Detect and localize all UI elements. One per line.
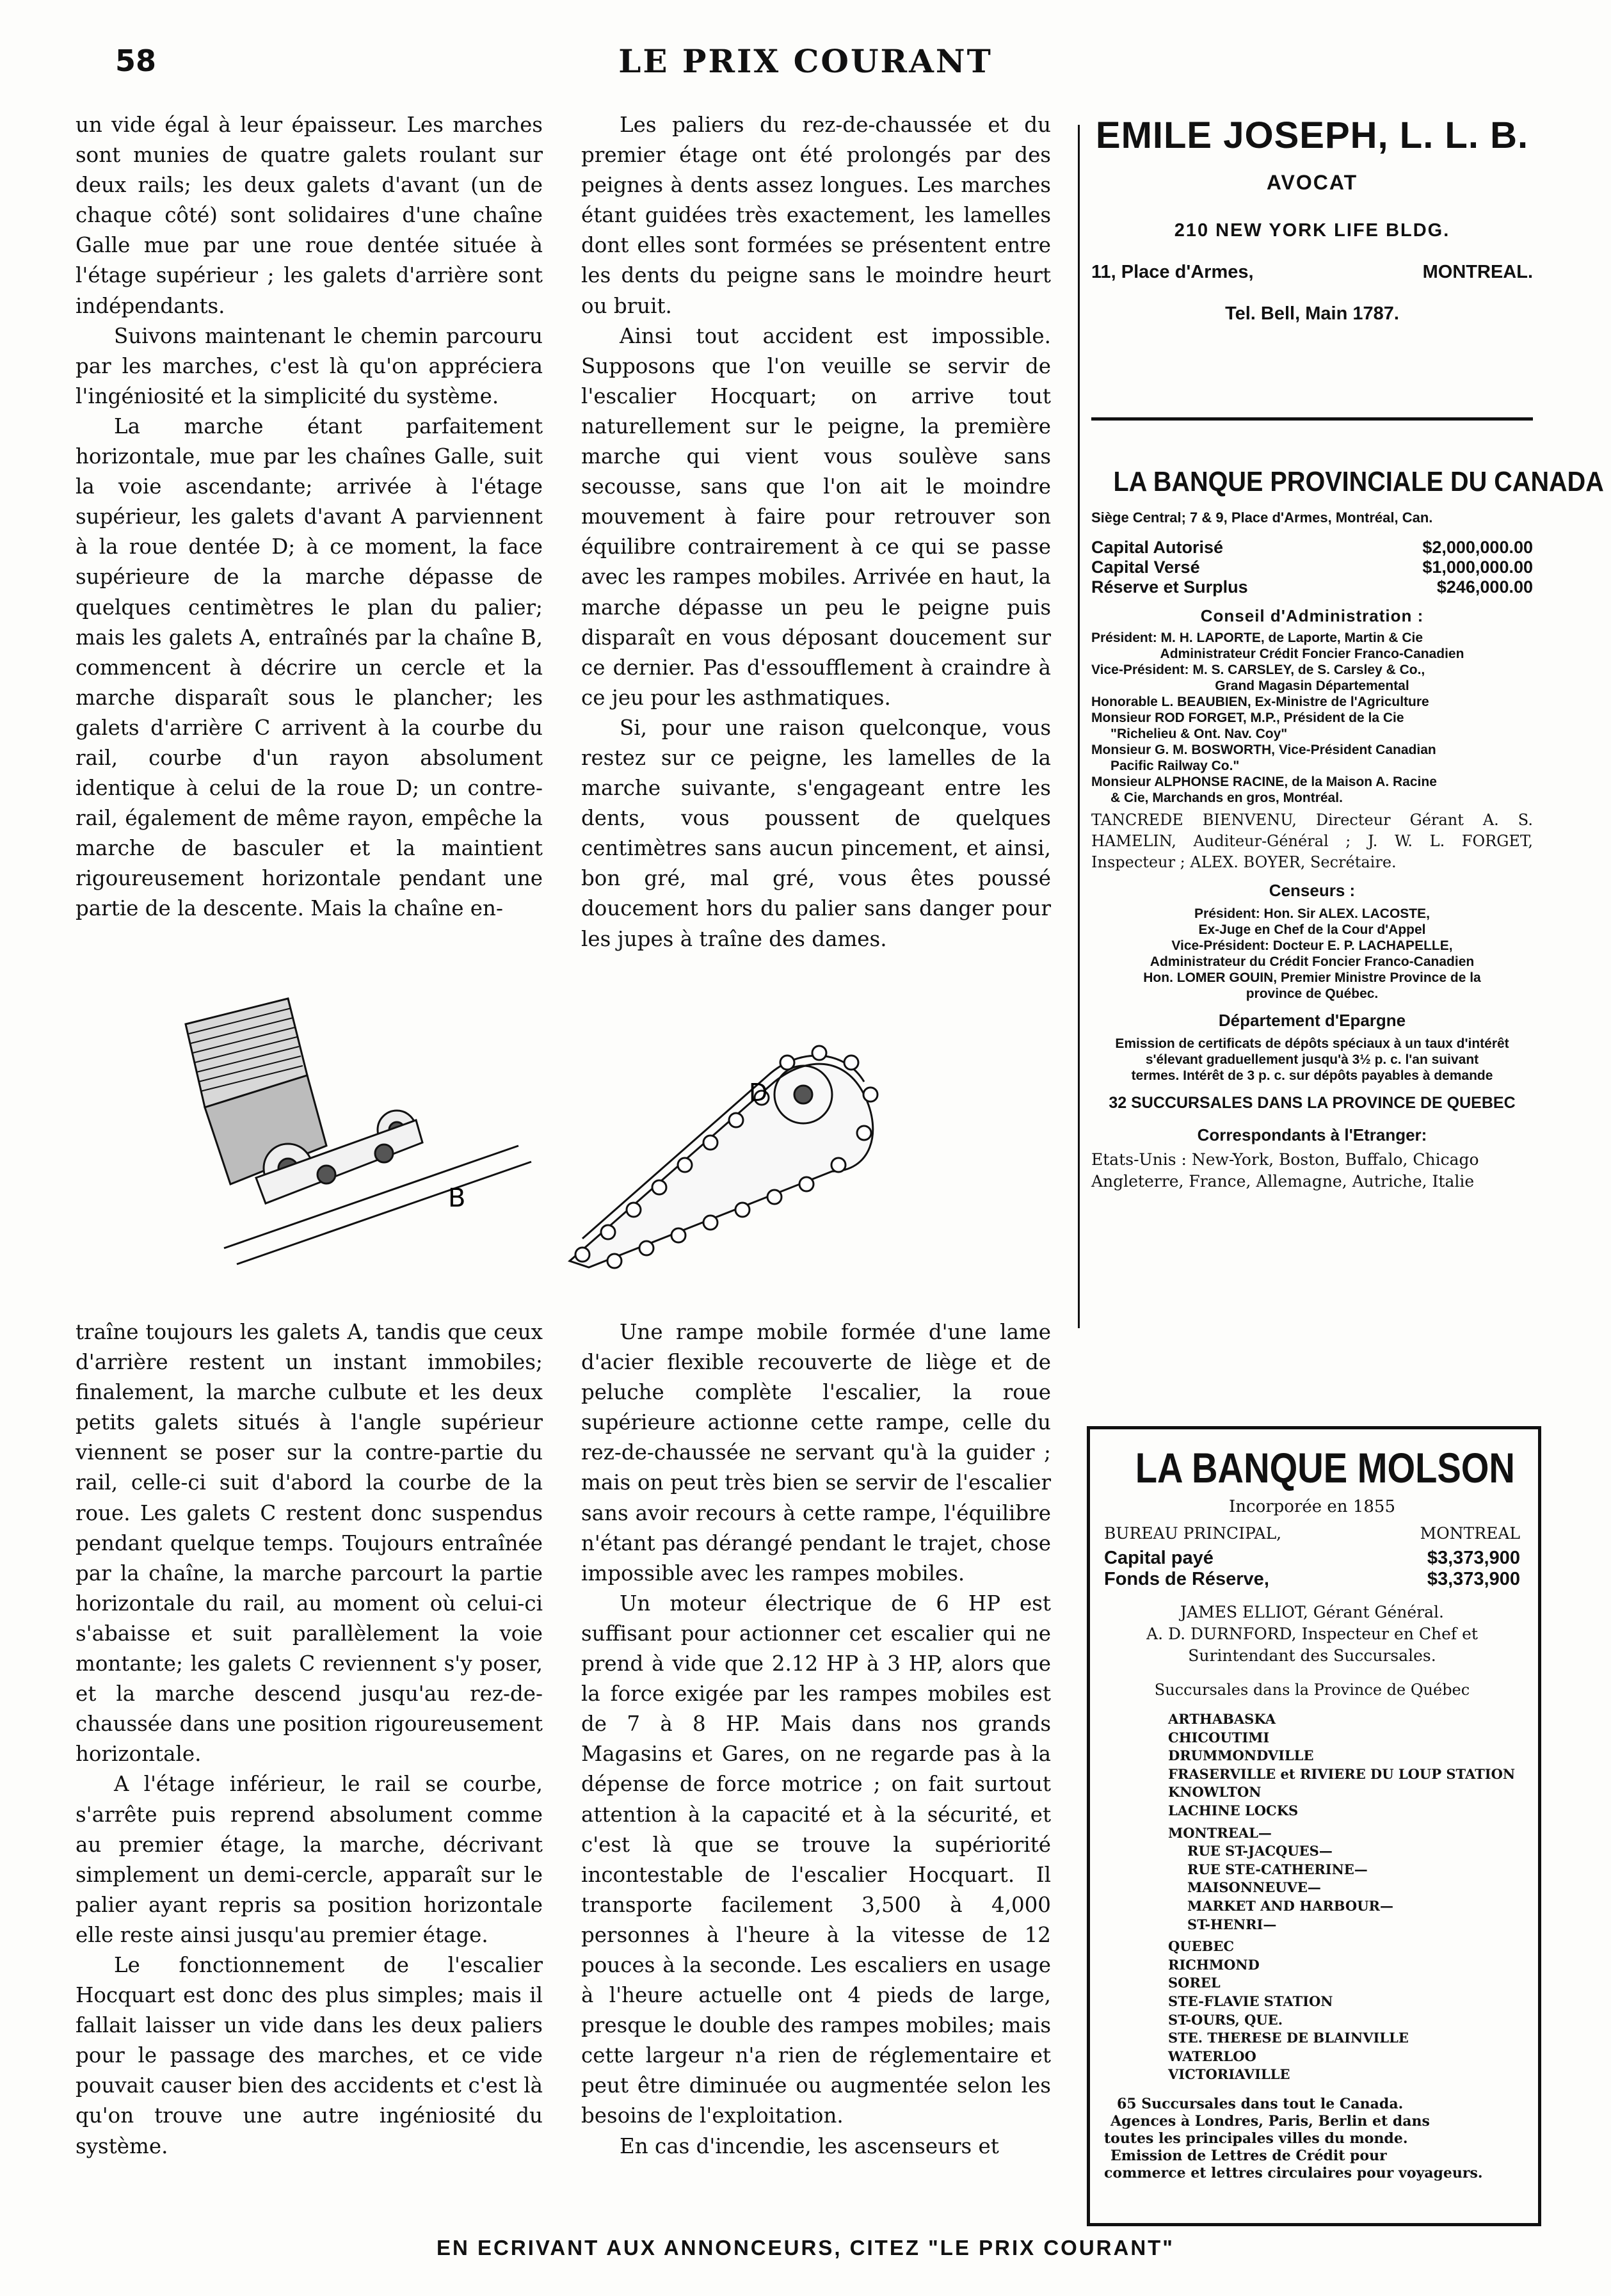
ad-tel: Tel. Bell, Main 1787. (1225, 303, 1399, 324)
conseil-heading: Conseil d'Administration : (1200, 606, 1424, 625)
branch-item: STE. THERESE DE BLAINVILLE (1168, 2030, 1409, 2046)
paragraph: Une rampe mobile formée d'une lame d'acier flexible recouverte de liège et de peluche complète l'escalier, la roue supérieure actionne cette rampe, celle du rez-de-chaussée ne servant qu'à la guider ; mais on peut très bien se servir de l'escalier sans avoir recours à cette rampe, l'équilibre n'étant pas dérangé pendant le trajet, chose impossible avec les rampes mobiles. (581, 1320, 1051, 1586)
censeur-line: Président: Hon. Sir ALEX. LACOSTE, (1194, 906, 1430, 921)
ad-place-row (1091, 262, 1533, 283)
closing-line: Agences à Londres, Paris, Berlin et dans (1110, 2112, 1430, 2130)
article-column-left-bottom (76, 1317, 543, 2162)
staff-line: A. D. DURNFORD, Inspecteur en Chef et Surintendant des Succursales. (1146, 1625, 1478, 1665)
epargne-line: Emission de certificats de dépôts spéciaux à un taux d'intérêt s'élevant graduellement jusqu'à 3½ p. c. l'an suivant (1115, 1036, 1509, 1067)
censeur-line: Hon. LOMER GOUIN, Premier Ministre Province de la (1143, 970, 1481, 985)
succursales-count: 32 SUCCURSALES DANS LA PROVINCE DE QUEBEC (1109, 1094, 1516, 1112)
censeur-line: Vice-Président: Docteur E. P. LACHAPELLE, (1171, 938, 1453, 953)
capital-label: Fonds de Réserve, (1104, 1569, 1269, 1589)
officers: TANCREDE BIENVENU, Directeur Gérant A. S. HAMELIN, Auditeur-Général ; J. W. L. FORGET, Inspecteur ; ALEX. BOYER, Secrétaire. (1091, 811, 1533, 871)
capital-row (1091, 577, 1533, 597)
bureau-label: BUREAU PRINCIPAL, (1104, 1524, 1282, 1543)
chain-track-illustration (570, 1046, 878, 1268)
closing-line: toutes les principales villes du monde. (1104, 2130, 1408, 2147)
capital-value: $246,000.00 (1436, 577, 1533, 597)
branch-item: QUEBEC (1168, 1938, 1235, 1955)
conseil-list (1091, 630, 1533, 806)
conseil-line: Administrateur Crédit Foncier Franco-Canadien (1160, 646, 1464, 661)
capital-value: $1,000,000.00 (1422, 558, 1533, 577)
province-heading: Succursales dans la Province de Québec (1154, 1681, 1470, 1699)
epargne-heading: Département d'Epargne (1218, 1011, 1406, 1030)
paragraph: Le fonctionnement de l'escalier Hocquart est donc des plus simples; mais il fallait laisser un vide dans les deux paliers pour le passage des marches, et ce vide pouvait causer bien des accidents et c'est là qu'on trouve une autre ingéniosité du système. (76, 1952, 543, 2158)
branch-item: CHICOUTIMI (1168, 1729, 1270, 1746)
ad-city: MONTREAL. (1422, 262, 1533, 282)
paragraph: Un moteur électrique de 6 HP est suffisant pour actionner cet escalier qui ne prend à vide que 2.12 HP à 3 HP, alors que la force exigée par les rampes mobiles est de 7 à 8 HP. Mais dans nos grands Magasins et Gares, on ne regarde pas à la dépense de force motrice ; on fait surtout attention à la capacité et à la sécurité, et c'est là que se trouve la supériorité incontestable de l'escalier Hocquart. Il transporte facilement 3,500 à 4,000 personnes à l'heure à la vitesse de 12 pouces à la seconde. Les escaliers en usage à l'heure actuelle ont 4 pieds de large, presque le double des rampes mobiles; mais cette largeur n'a rien de réglementaire et peut être diminuée ou augmentée selon les besoins de l'exploitation. (581, 1591, 1051, 2128)
page-number: 58 (115, 44, 157, 78)
branch-item: SOREL (1168, 1975, 1221, 1991)
capital-label: Capital payé (1104, 1548, 1214, 1568)
figure-label-b: B (448, 1184, 466, 1213)
ad-banque-provinciale (1091, 466, 1604, 1192)
branch-item: MARKET AND HARBOUR— (1187, 1897, 1393, 1914)
capital-table (1104, 1548, 1520, 1590)
escalator-mechanism-figure (160, 986, 1069, 1293)
branch-item: VICTORIAVILLE (1168, 2066, 1290, 2083)
branch-item: DRUMMONDVILLE (1168, 1747, 1314, 1764)
capital-row (1104, 1548, 1520, 1569)
conseil-line: Monsieur ALPHONSE RACINE, de la Maison A. Racine (1091, 775, 1437, 789)
conseil-line: & Cie, Marchands en gros, Montréal. (1110, 791, 1343, 805)
ad-title: AVOCAT (1266, 171, 1358, 194)
censeur-line: province de Québec. (1246, 986, 1379, 1001)
conseil-line: Grand Magasin Départemental (1215, 678, 1409, 693)
capital-value: $3,373,900 (1427, 1548, 1520, 1568)
staff-line: JAMES ELLIOT, Gérant Général. (1180, 1603, 1444, 1621)
branch-item: RUE STE-CATHERINE— (1187, 1861, 1368, 1877)
conseil-line: Monsieur ROD FORGET, M.P., Président de la Cie (1091, 710, 1404, 725)
conseil-line: Monsieur G. M. BOSWORTH, Vice-Président Canadian (1091, 743, 1436, 757)
paragraph: En cas d'incendie, les ascenseurs et (620, 2133, 999, 2158)
page-title: LE PRIX COURANT (618, 42, 993, 80)
censeur-line: Administrateur du Crédit Foncier Franco-Canadien (1150, 954, 1475, 969)
corr-line: Etats-Unis : New-York, Boston, Buffalo, Chicago (1091, 1150, 1479, 1169)
paragraph: un vide égal à leur épaisseur. Les marches sont munies de quatre galets roulant sur deux rails; les deux galets d'avant (un de chaque côté) sont solidaires d'une chaîne Galle mue par une roue dentée située à l'étage supérieur ; les galets d'arrière sont indépendants. (76, 113, 543, 318)
branch-item: MAISONNEUVE— (1187, 1879, 1321, 1896)
branch-item: STE-FLAVIE STATION (1168, 1993, 1333, 2009)
ad-place: 11, Place d'Armes, (1091, 262, 1254, 282)
conseil-line: Président: M. H. LAPORTE, de Laporte, Martin & Cie (1091, 630, 1423, 645)
ad-bank-name: LA BANQUE MOLSON (1135, 1444, 1515, 1491)
ad-bank-name: LA BANQUE PROVINCIALE DU CANADA (1113, 466, 1604, 497)
epargne-line: termes. Intérêt de 3 p. c. sur dépôts payables à demande (1131, 1068, 1493, 1083)
conseil-line: Pacific Railway Co." (1110, 759, 1240, 773)
step-block-illustration (186, 999, 531, 1264)
censeurs-heading: Censeurs : (1269, 881, 1356, 900)
bureau-city: MONTREAL (1420, 1524, 1520, 1543)
figure-label-d: D (749, 1079, 768, 1107)
conseil-line: Vice-Président: M. S. CARSLEY, de S. Carsley & Co., (1091, 662, 1425, 677)
corr-line: Angleterre, France, Allemagne, Autriche, Italie (1091, 1172, 1475, 1191)
bureau-row (1104, 1524, 1520, 1543)
capital-value: $3,373,900 (1427, 1569, 1520, 1589)
ad-separator (1091, 417, 1533, 421)
column-divider (1078, 125, 1080, 1328)
paragraph: Ainsi tout accident est impossible. Supposons que l'on veuille se servir de l'escalier Hocquart; on arrive tout naturellement sur le peigne, la première marche qui vient vous soulève sans secousse, sans que l'on ait le moindre mouvement à faire pour retrouver son équilibre contrairement à ce qui se passe avec les rampes mobiles. Arrivée en haut, la marche dépasse un peu le peigne puis disparaît en vous déposant doucement sur ce dernier. Pas d'essoufflement à craindre à ce jeu pour les asthmatiques. (581, 323, 1051, 710)
capital-row (1091, 538, 1533, 558)
branch-item: LACHINE LOCKS (1168, 1802, 1299, 1818)
capital-label: Capital Autorisé (1091, 538, 1224, 557)
branch-item: ST-HENRI— (1187, 1916, 1277, 1932)
article-column-left-top (76, 110, 543, 924)
capital-row (1104, 1569, 1520, 1590)
branch-item: RUE ST-JACQUES— (1187, 1843, 1333, 1859)
closing-line: Emission de Lettres de Crédit pour (1110, 2147, 1387, 2164)
capital-value: $2,000,000.00 (1422, 538, 1533, 557)
paragraph: A l'étage inférieur, le rail se courbe, s'arrête puis reprend absolument comme au premier étage, la marche, décrivant simplement un demi-cercle, apparaît sur le palier ayant repris sa position horizontale elle reste ainsi jusqu'au premier étage. (76, 1772, 543, 1947)
branch-list (1104, 1710, 1520, 2084)
branch-item: KNOWLTON (1168, 1784, 1262, 1801)
article-column-right-bottom (581, 1317, 1051, 2162)
ad-siege: Siège Central; 7 & 9, Place d'Armes, Montréal, Can. (1091, 510, 1433, 526)
capital-row (1091, 558, 1533, 577)
paragraph: Suivons maintenant le chemin parcouru par les marches, c'est là qu'on appréciera l'ingéniosité et la simplicité du système. (76, 323, 543, 408)
footer-notice: EN ECRIVANT AUX ANNONCEURS, CITEZ "LE PRIX COURANT" (437, 2236, 1174, 2260)
corr-heading: Correspondants à l'Etranger: (1197, 1125, 1427, 1144)
branch-item: MONTREAL— (1168, 1824, 1272, 1841)
branch-item: ARTHABASKA (1168, 1711, 1276, 1727)
paragraph: traîne toujours les galets A, tandis que ceux d'arrière restent un instant immobiles; finalement, la marche culbute et les deux petits galets situés à l'angle supérieur viennent se poser sur la contre-partie du rail, celle-ci suit d'abord la courbe de la roue. Les galets C restent donc suspendus pendant quelque temps. Toujours entraînée par la chaîne, la marche parcourt la partie horizontale du rail, au moment où celui-ci s'abaisse et suit parallèlement la voie montante; les galets C reviennent s'y poser, et la marche descend jusqu'au rez-de-chaussée dans une position rigoureusement horizontale. (76, 1320, 543, 1767)
closing-line: commerce et lettres circulaires pour voyageurs. (1104, 2164, 1483, 2181)
staff (1104, 1602, 1520, 1667)
ad-emile-joseph (1091, 114, 1533, 325)
corr-list (1091, 1149, 1533, 1192)
ad-address: 210 NEW YORK LIFE BLDG. (1174, 220, 1450, 241)
paragraph: La marche étant parfaitement horizontale, mue par les chaînes Galle, suit la voie ascendante; arrivée à l'étage supérieur, les galets d'avant A parviennent à la roue dentée D; à ce moment, la face supérieure de la marche dépasse de quelques centimètres le plan du palier; mais les galets A, entraînés par la chaîne B, commencent à décrire un cercle et la marche disparaît sous le plancher; les galets d'arrière C arrivent à la courbe du rail, courbe d'un rayon absolument identique à celui de la roue D; un contre-rail, également de même rayon, empêche la marche de basculer et la maintient rigoureusement horizontale pendant une partie de la descente. Mais la chaîne en- (76, 413, 543, 921)
ad-name: EMILE JOSEPH, L. L. B. (1095, 115, 1529, 156)
capital-label: Réserve et Surplus (1091, 577, 1248, 597)
ad-incorporated: Incorporée en 1855 (1229, 1497, 1395, 1516)
branch-item: FRASERVILLE et RIVIERE DU LOUP STATION (1168, 1765, 1516, 1782)
paragraph: Si, pour une raison quelconque, vous restez sur ce peigne, les lamelles de la marche suivante, s'engageant entre les dents, vous poussent de quelques centimètres sans aucun pincement, et ainsi, bon gré, mal gré, vous êtes poussé doucement hors du palier sans danger pour les jupes à traîne des dames. (581, 715, 1051, 951)
conseil-line: Honorable L. BEAUBIEN, Ex-Ministre de l'Agriculture (1091, 694, 1429, 709)
paragraph: Les paliers du rez-de-chaussée et du premier étage ont été prolongés par des peignes à dents assez longues. Les marches étant guidées très exactement, les lamelles dont elles sont formées se présentent entre les dents du peigne sans le moindre heurt ou bruit. (581, 113, 1051, 318)
conseil-line: "Richelieu & Ont. Nav. Coy" (1110, 727, 1288, 741)
epargne-text (1091, 1036, 1533, 1084)
censeurs-list (1091, 906, 1533, 1002)
censeur-line: Ex-Juge en Chef de la Cour d'Appel (1198, 922, 1426, 937)
branch-item: WATERLOO (1168, 2048, 1256, 2064)
branch-item: ST-OURS, QUE. (1168, 2011, 1283, 2028)
branch-item: RICHMOND (1168, 1956, 1260, 1973)
capital-table (1091, 538, 1533, 597)
closing-text (1104, 2096, 1520, 2182)
capital-label: Capital Versé (1091, 558, 1200, 577)
article-column-right-top (581, 110, 1051, 954)
closing-line: 65 Succursales dans tout le Canada. (1117, 2095, 1404, 2112)
ad-banque-molson (1104, 1443, 1520, 2182)
